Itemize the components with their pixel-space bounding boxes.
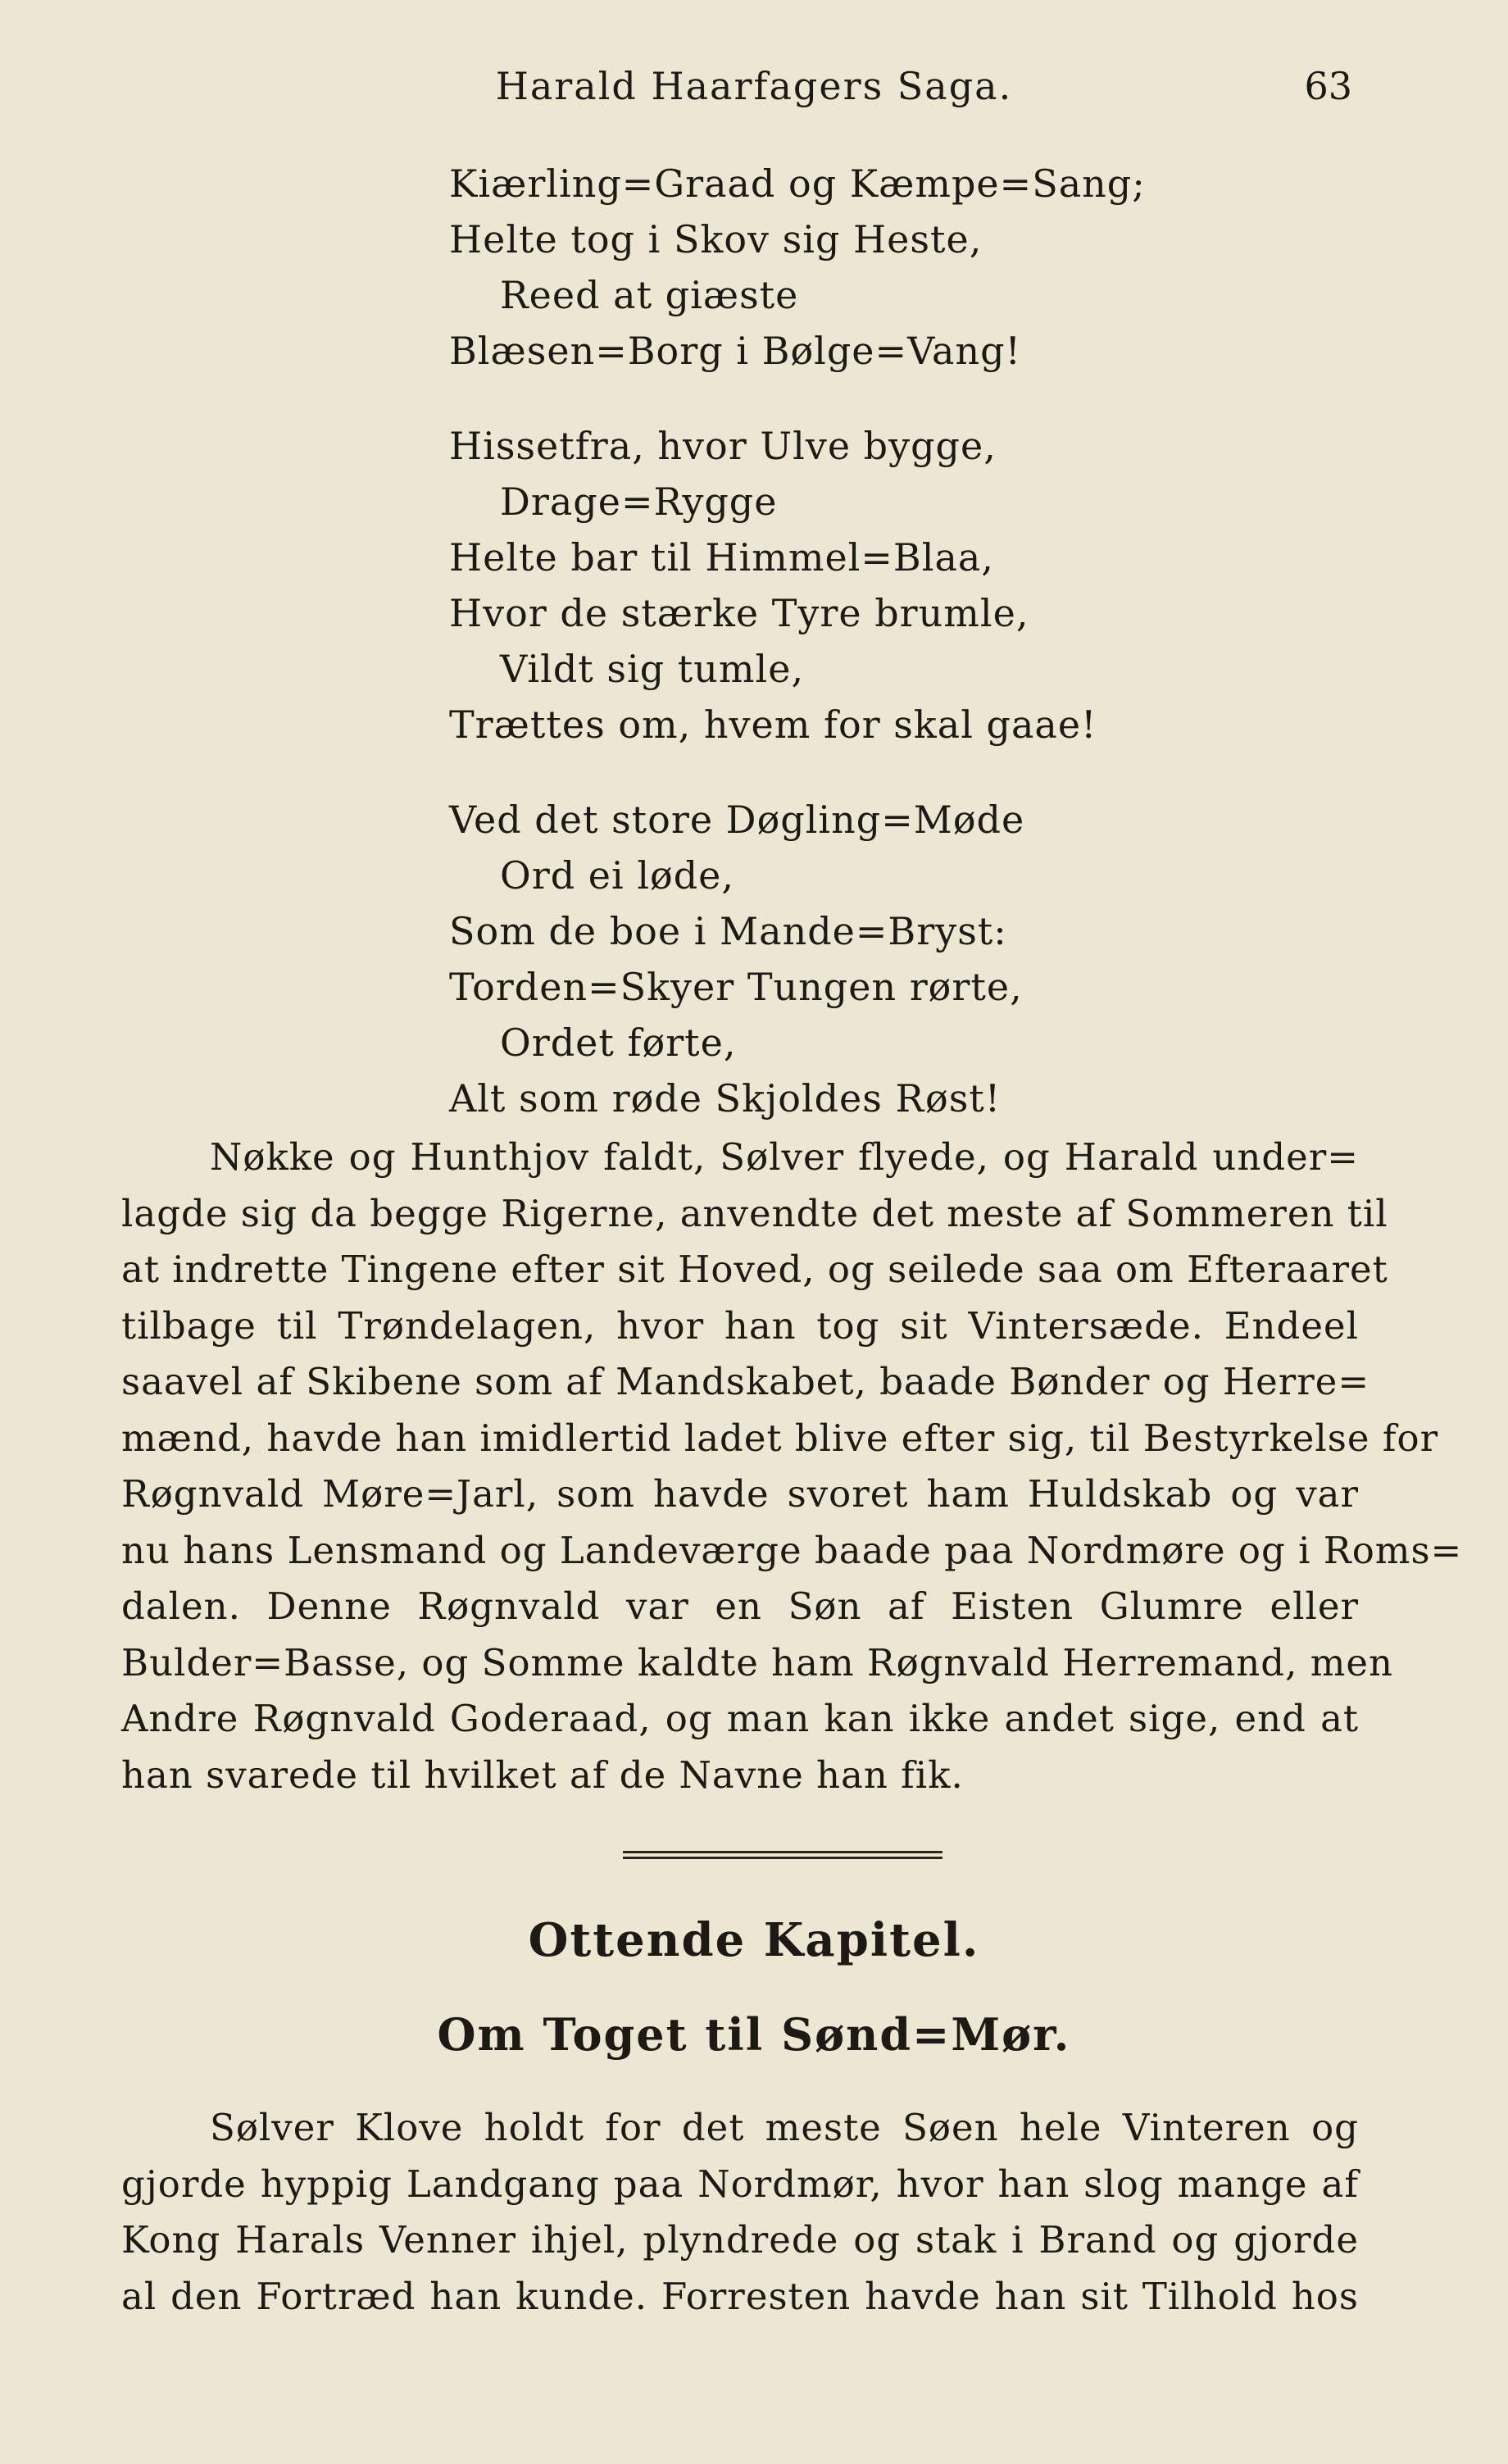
text-line: Røgnvald Møre=Jarl, som havde svoret ham Huldskab og var xyxy=(121,1472,1359,1516)
poem-line: Ord ei løde, xyxy=(500,853,735,898)
poem-line: Alt som røde Skjoldes Røst! xyxy=(449,1076,1002,1121)
page-header xyxy=(123,64,1385,121)
poem-line: Hissetfra, hvor Ulve bygge, xyxy=(449,424,997,468)
text-line: Sølver Klove holdt for det meste Søen hele Vinteren og xyxy=(210,2106,1359,2149)
poem-line: Vildt sig tumle, xyxy=(500,647,805,691)
text-line: dalen. Denne Røgnvald var en Søn af Eisten Glumre eller xyxy=(121,1584,1359,1628)
poem-stanza-1 xyxy=(449,156,1392,379)
poem-line: Helte tog i Skov sig Heste, xyxy=(449,217,983,261)
text-line: han svarede til hvilket af de Navne han fik. xyxy=(121,1753,964,1797)
poem-line: Ved det store Døgling=Møde xyxy=(449,798,1025,842)
poem-line: Hvor de stærke Tyre brumle, xyxy=(449,591,1029,635)
text-line: nu hans Lensmand og Landeværge baade paa Nordmøre og i Roms= xyxy=(121,1528,1463,1572)
paragraph-1 xyxy=(121,1130,1463,1803)
text-line: saavel af Skibene som af Mandskabet, baade Bønder og Herre= xyxy=(121,1360,1370,1403)
poem-line: Trættes om, hvem for skal gaae! xyxy=(449,702,1097,747)
poem xyxy=(449,156,1392,1166)
text-line: lagde sig da begge Rigerne, anvendte det meste af Sommeren til xyxy=(121,1191,1388,1235)
running-title: Harald Haarfagers Saga. xyxy=(495,64,1013,108)
text-line: Nøkke og Hunthjov faldt, Sølver flyede, og Harald under= xyxy=(210,1135,1359,1179)
poem-line: Som de boe i Mande=Bryst: xyxy=(449,909,1007,953)
poem-stanza-2 xyxy=(449,418,1392,752)
poem-line: Kiærling=Graad og Kæmpe=Sang; xyxy=(449,161,1146,206)
poem-line: Drage=Rygge xyxy=(500,480,778,524)
text-line: al den Fortræd han kunde. Forresten havde han sit Tilhold hos xyxy=(121,2274,1359,2318)
paragraph-2 xyxy=(121,2100,1359,2325)
text-line: Andre Røgnvald Goderaad, og man kan ikke andet sige, end at xyxy=(121,1697,1359,1740)
section-divider xyxy=(623,1851,942,1859)
poem-line: Torden=Skyer Tungen rørte, xyxy=(449,965,1023,1009)
page-number: 63 xyxy=(1304,64,1352,108)
poem-line: Helte bar til Himmel=Blaa, xyxy=(449,535,994,580)
poem-stanza-3 xyxy=(449,792,1392,1126)
text-line: mænd, havde han imidlertid ladet blive efter sig, til Bestyrkelse for xyxy=(121,1416,1439,1460)
text-line: tilbage til Trøndelagen, hvor han tog sit Vintersæde. Endeel xyxy=(121,1303,1359,1348)
chapter-subtitle: Om Toget til Sønd=Mør. xyxy=(437,2008,1071,2061)
chapter-title: Ottende Kapitel. xyxy=(528,1913,980,1967)
text-line: Bulder=Basse, og Somme kaldte ham Røgnvald Herremand, men xyxy=(121,1640,1393,1684)
text-line: Kong Harals Venner ihjel, plyndrede og stak i Brand og gjorde xyxy=(121,2218,1359,2262)
text-line: gjorde hyppig Landgang paa Nordmør, hvor han slog mange af xyxy=(121,2162,1359,2206)
poem-line: Reed at giæste xyxy=(500,273,799,317)
text-line: at indrette Tingene efter sit Hoved, og seilede saa om Efteraaret xyxy=(121,1248,1388,1291)
poem-line: Ordet førte, xyxy=(500,1021,737,1065)
poem-line: Blæsen=Borg i Bølge=Vang! xyxy=(449,329,1022,373)
